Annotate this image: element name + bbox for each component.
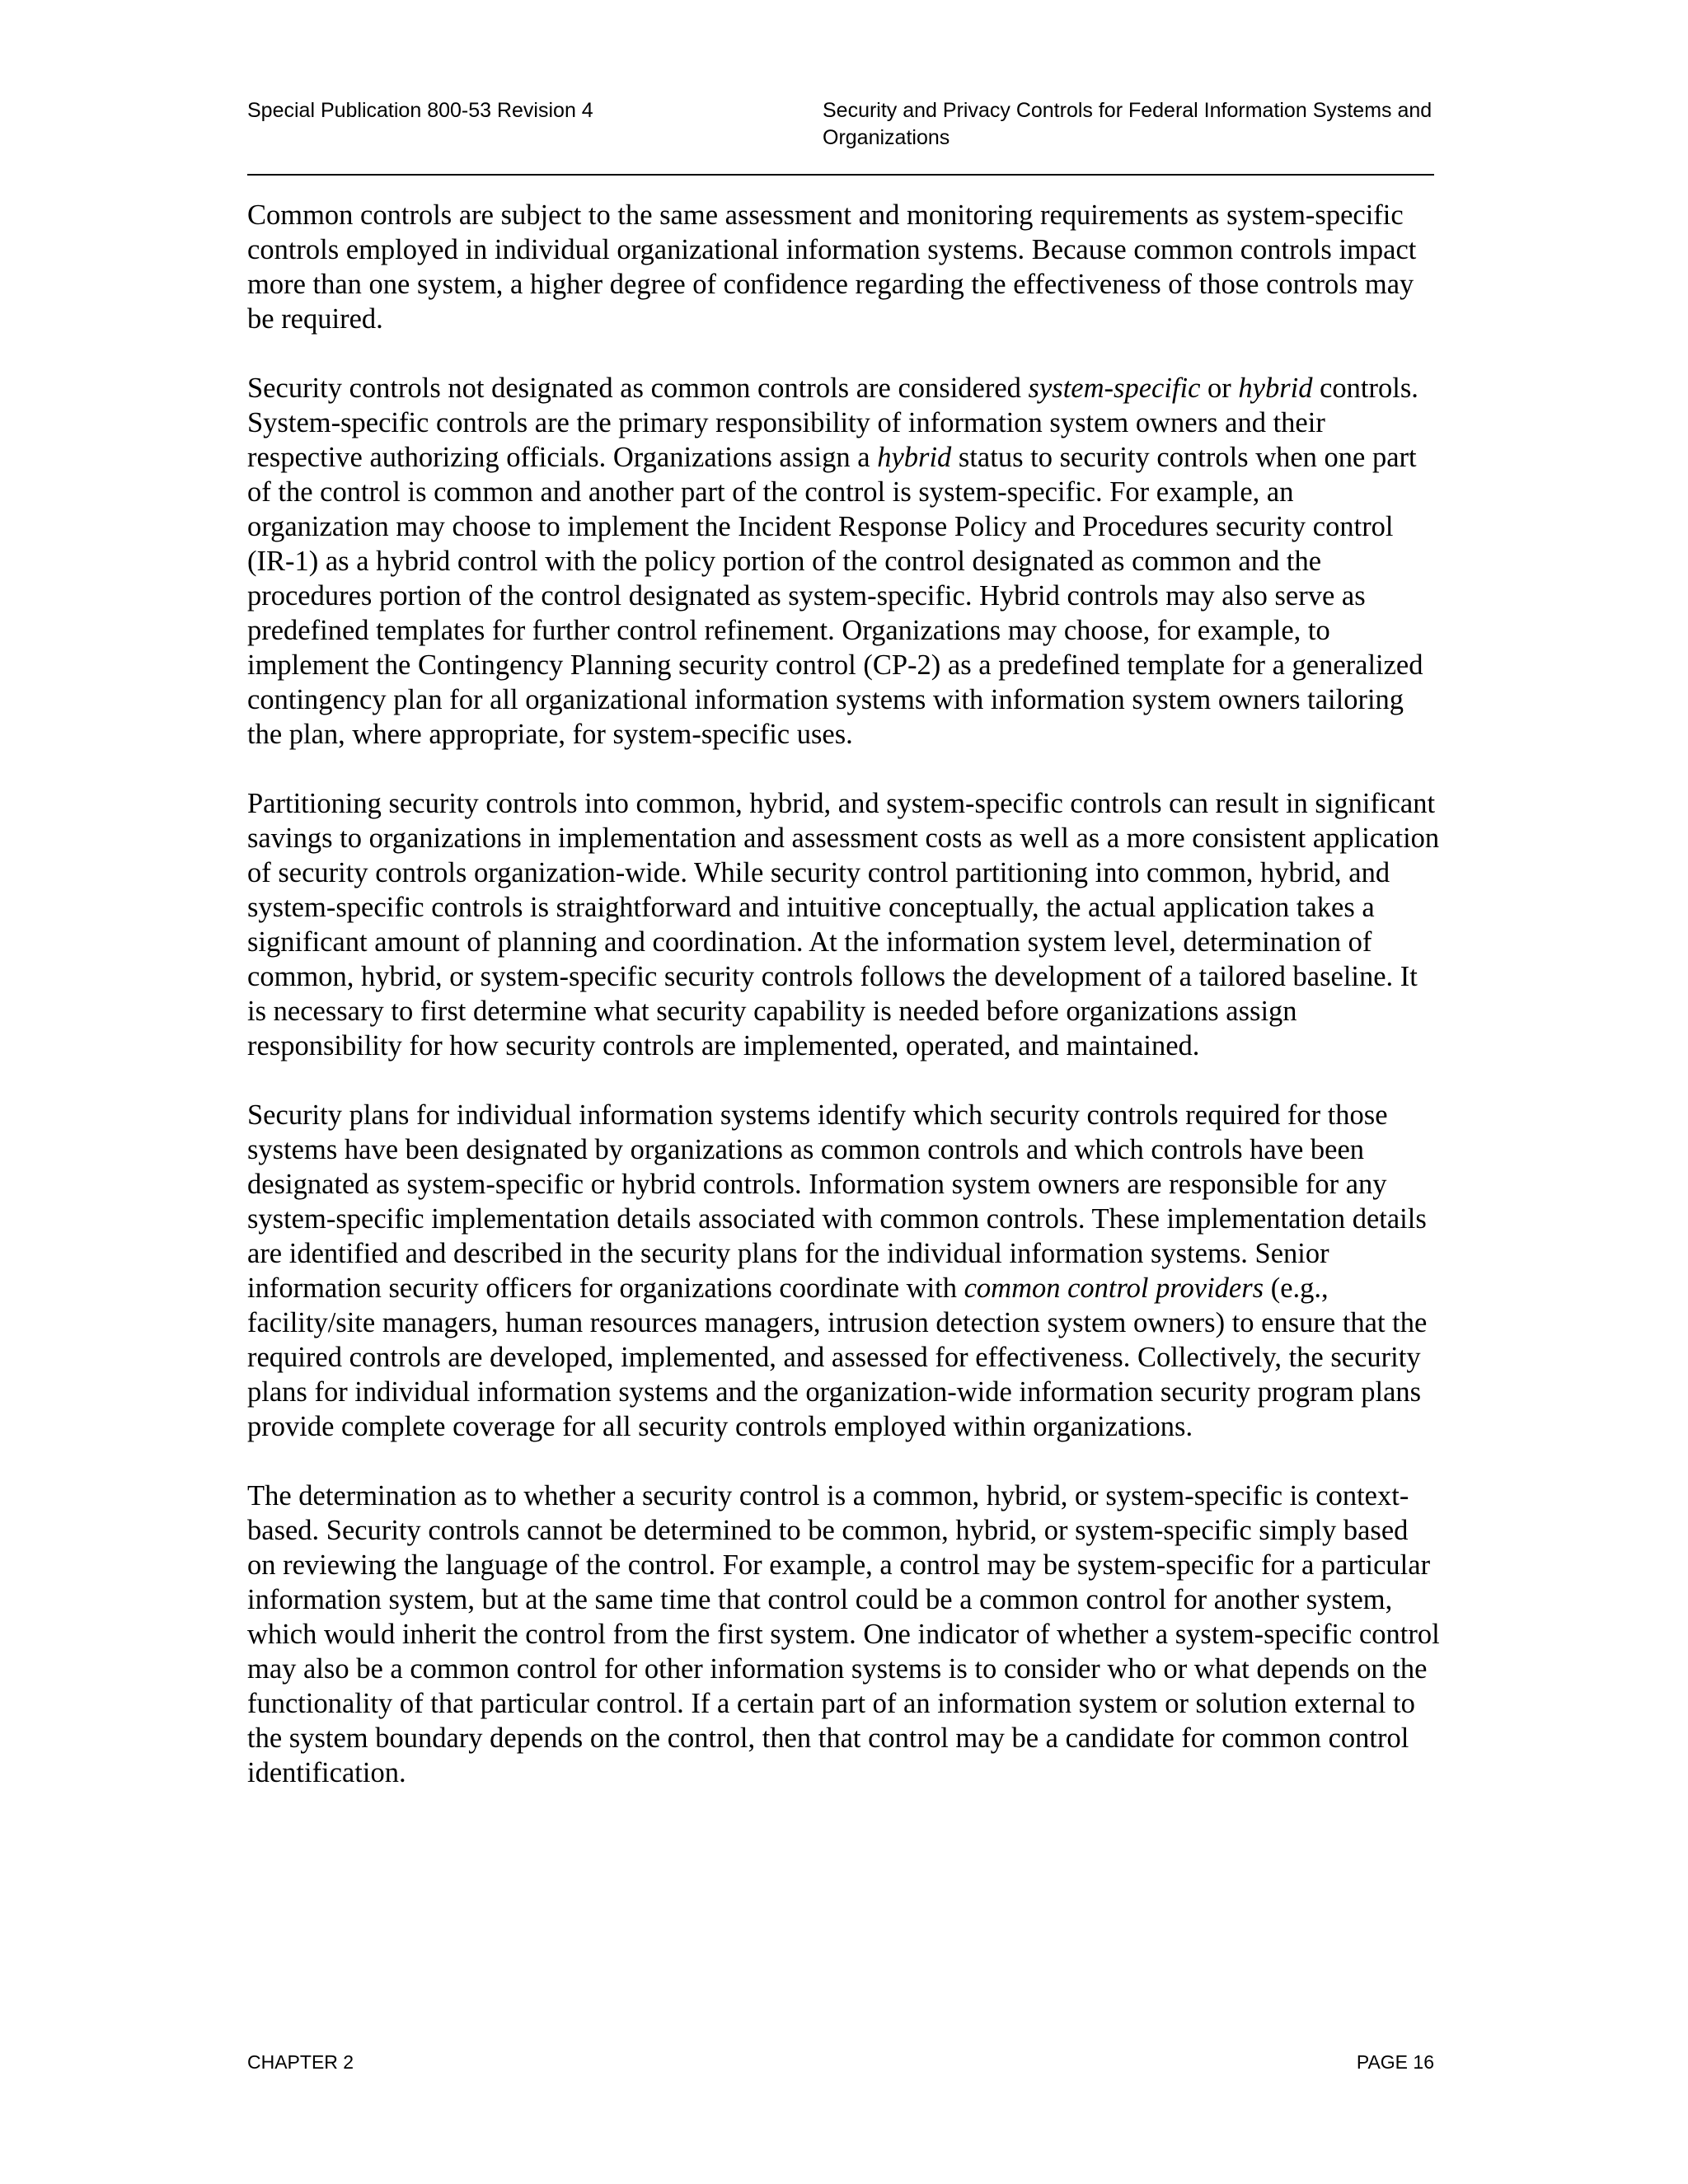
header-document-title: Security and Privacy Controls for Federal Information Systems and Organizations (823, 99, 1432, 149)
text-run: status to security controls when one part of the control is common and another part of the control is system-specific. For example, an organization may choose to implement the Incident Response Policy and Procedures security control (IR-1) as a hybrid control with the policy portion of the control designated as common and the procedures portion of the control designated as system-specific. Hybrid controls may also serve as predefined templates for further control refinement. Organizations may choose, for example, to implement the Contingency Planning security control (CP-2) as a predefined template for a generalized contingency plan for all organizational information systems with information system owners tailoring the plan, where appropriate, for system-specific uses. (247, 442, 1423, 750)
italic-term-hybrid: hybrid (1238, 373, 1313, 404)
footer-chapter: CHAPTER 2 (247, 2051, 354, 2073)
page-header (247, 97, 1434, 180)
header-publication-id: Special Publication 800-53 Revision 4 (247, 99, 593, 122)
italic-term-system-specific: system-specific (1028, 373, 1201, 404)
footer-page-number: PAGE 16 (1356, 2051, 1434, 2073)
text-run: controls. System-specific controls are the primary responsibility of information system owners and their respective authorizing officials. Organizations assign a (247, 373, 1418, 473)
header-divider (247, 174, 1434, 176)
text-run: Security plans for individual information systems identify which security controls required for those systems have been designated by organizations as common controls and which controls have been designated as system-specific or hybrid controls. Information system owners are responsible for any system-specific implementation details associated with common controls. These implementation details are identified and described in the security plans for the individual information systems. Senior information security officers for organizations coordinate with (247, 1099, 1427, 1304)
italic-term-common-control-providers: common control providers (964, 1272, 1264, 1304)
text-run: Security controls not designated as common controls are considered (247, 373, 1029, 404)
paragraph-security-plans (247, 1098, 1441, 1444)
italic-term-hybrid: hybrid (877, 442, 952, 473)
text-run: (e.g., facility/site managers, human resources managers, intrusion detection system owners) to ensure that the required controls are developed, implemented, and assessed for effectiveness. Collectively, the security plans for individual information systems and the organization-wide information security program plans provide complete coverage for all security controls employed within organizations. (247, 1272, 1428, 1442)
paragraph-system-specific-hybrid (247, 371, 1441, 752)
text-run: or (1200, 373, 1239, 404)
paragraph-determination-context: The determination as to whether a security control is a common, hybrid, or system-specific is context-based. Security controls cannot be determined to be common, hybrid, or system-specific simply based on reviewing the language of the control. For example, a control may be system-specific for a particular information system, but at the same time that control could be a common control for another system, which would inherit the control from the first system. One indicator of whether a system-specific control may also be a common control for other information systems is to consider who or what depends on the functionality of that particular control. If a certain part of an information system or solution external to the system boundary depends on the control, then that control may be a candidate for common control identification. (247, 1480, 1440, 1788)
paragraph-partitioning-controls: Partitioning security controls into common, hybrid, and system-specific controls can result in significant savings to organizations in implementation and assessment costs as well as a more consistent application of security controls organization-wide. While security control partitioning into common, hybrid, and system-specific controls is straightforward and intuitive conceptually, the actual application takes a significant amount of planning and coordination. At the information system level, determination of common, hybrid, or system-specific security controls follows the development of a tailored baseline. It is necessary to first determine what security capability is needed before organizations assign responsibility for how security controls are implemented, operated, and maintained. (247, 788, 1440, 1062)
body-text (247, 198, 1441, 1825)
paragraph-common-controls-assessment: Common controls are subject to the same assessment and monitoring requirements as system-specific controls employed in individual organizational information systems. Because common controls impact more than one system, a higher degree of confidence regarding the effectiveness of those controls may be required. (247, 199, 1417, 335)
page-footer (247, 2050, 1434, 2075)
